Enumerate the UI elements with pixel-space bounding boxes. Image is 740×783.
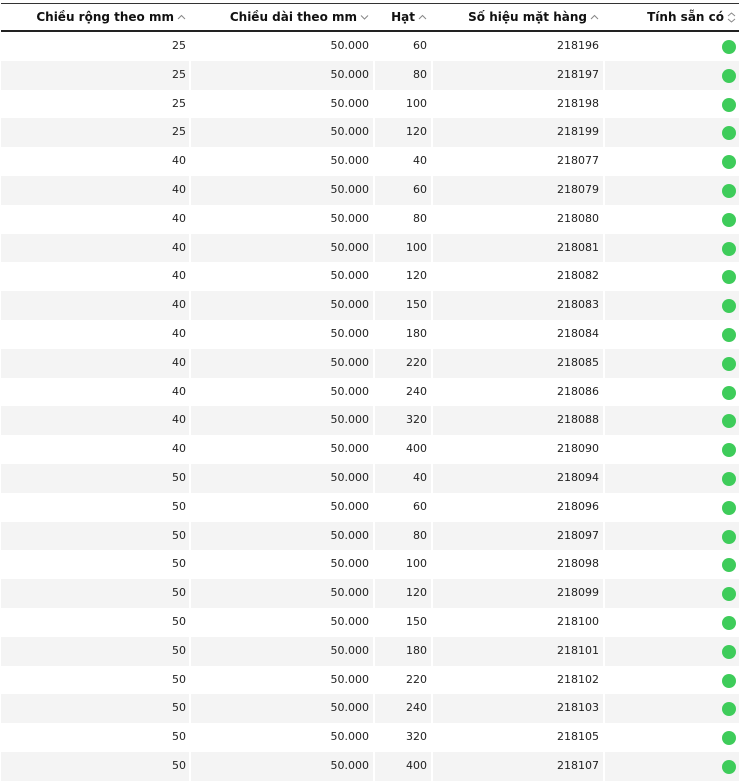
item-number-cell: 218103 <box>433 694 605 723</box>
item-number-cell: 218199 <box>433 118 605 147</box>
table-row[interactable] <box>1 406 739 435</box>
item-number-cell: 218198 <box>433 90 605 119</box>
table-row[interactable] <box>1 723 739 752</box>
availability-cell <box>605 320 739 349</box>
availability-status-icon <box>722 184 736 198</box>
sort-both-icon[interactable] <box>727 12 736 23</box>
availability-cell <box>605 118 739 147</box>
width-cell: 40 <box>1 435 191 464</box>
sort-asc-icon[interactable] <box>418 14 427 20</box>
table-row[interactable] <box>1 349 739 378</box>
width-cell: 50 <box>1 464 191 493</box>
availability-cell <box>605 90 739 119</box>
length-cell: 50.000 <box>191 493 375 522</box>
availability-status-icon <box>722 760 736 774</box>
table-row[interactable] <box>1 32 739 61</box>
width-cell: 50 <box>1 637 191 666</box>
length-cell: 50.000 <box>191 118 375 147</box>
width-cell: 40 <box>1 262 191 291</box>
grit-cell: 40 <box>375 464 433 493</box>
column-header-label: Số hiệu mặt hàng <box>468 10 587 24</box>
availability-cell <box>605 147 739 176</box>
availability-status-icon <box>722 472 736 486</box>
table-row[interactable] <box>1 752 739 781</box>
availability-status-icon <box>722 702 736 716</box>
grit-cell: 40 <box>375 147 433 176</box>
item-number-cell: 218102 <box>433 666 605 695</box>
grit-cell: 320 <box>375 723 433 752</box>
length-cell: 50.000 <box>191 694 375 723</box>
grit-cell: 100 <box>375 234 433 263</box>
availability-cell <box>605 291 739 320</box>
width-cell: 50 <box>1 723 191 752</box>
item-number-cell: 218080 <box>433 205 605 234</box>
item-number-cell: 218077 <box>433 147 605 176</box>
table-row[interactable] <box>1 550 739 579</box>
availability-cell <box>605 666 739 695</box>
table-row[interactable] <box>1 90 739 119</box>
width-cell: 40 <box>1 234 191 263</box>
grit-cell: 100 <box>375 90 433 119</box>
sort-asc-icon[interactable] <box>177 14 186 20</box>
availability-status-icon <box>722 731 736 745</box>
grit-cell: 240 <box>375 694 433 723</box>
item-number-cell: 218085 <box>433 349 605 378</box>
width-cell: 40 <box>1 378 191 407</box>
length-cell: 50.000 <box>191 522 375 551</box>
grit-cell: 150 <box>375 291 433 320</box>
availability-cell <box>605 579 739 608</box>
grit-cell: 220 <box>375 666 433 695</box>
availability-cell <box>605 493 739 522</box>
width-cell: 50 <box>1 752 191 781</box>
column-header-width[interactable] <box>1 4 191 30</box>
table-row[interactable] <box>1 147 739 176</box>
length-cell: 50.000 <box>191 666 375 695</box>
item-number-cell: 218082 <box>433 262 605 291</box>
availability-cell <box>605 723 739 752</box>
availability-cell <box>605 637 739 666</box>
width-cell: 50 <box>1 522 191 551</box>
length-cell: 50.000 <box>191 723 375 752</box>
availability-status-icon <box>722 587 736 601</box>
table-row[interactable] <box>1 608 739 637</box>
table-header <box>1 3 739 32</box>
table-row[interactable] <box>1 61 739 90</box>
sort-asc-icon[interactable] <box>590 14 599 20</box>
item-number-cell: 218094 <box>433 464 605 493</box>
availability-status-icon <box>722 98 736 112</box>
grit-cell: 120 <box>375 262 433 291</box>
grit-cell: 60 <box>375 493 433 522</box>
width-cell: 50 <box>1 579 191 608</box>
availability-status-icon <box>722 126 736 140</box>
table-row[interactable] <box>1 522 739 551</box>
column-header-availability[interactable] <box>605 4 739 30</box>
grit-cell: 220 <box>375 349 433 378</box>
grit-cell: 180 <box>375 637 433 666</box>
availability-status-icon <box>722 386 736 400</box>
length-cell: 50.000 <box>191 176 375 205</box>
availability-cell <box>605 435 739 464</box>
length-cell: 50.000 <box>191 262 375 291</box>
sort-desc-icon[interactable] <box>360 14 369 20</box>
item-number-cell: 218079 <box>433 176 605 205</box>
grit-cell: 60 <box>375 176 433 205</box>
length-cell: 50.000 <box>191 234 375 263</box>
item-number-cell: 218088 <box>433 406 605 435</box>
availability-cell <box>605 694 739 723</box>
table-row[interactable] <box>1 262 739 291</box>
availability-cell <box>605 550 739 579</box>
width-cell: 50 <box>1 694 191 723</box>
item-number-cell: 218196 <box>433 32 605 61</box>
item-number-cell: 218105 <box>433 723 605 752</box>
grit-cell: 80 <box>375 205 433 234</box>
length-cell: 50.000 <box>191 406 375 435</box>
length-cell: 50.000 <box>191 637 375 666</box>
column-header-label: Tính sẵn có <box>647 10 724 24</box>
length-cell: 50.000 <box>191 205 375 234</box>
length-cell: 50.000 <box>191 378 375 407</box>
width-cell: 50 <box>1 608 191 637</box>
table-body <box>1 32 739 781</box>
table-row[interactable] <box>1 118 739 147</box>
width-cell: 25 <box>1 61 191 90</box>
grit-cell: 400 <box>375 435 433 464</box>
availability-status-icon <box>722 530 736 544</box>
table-row[interactable] <box>1 320 739 349</box>
table-row[interactable] <box>1 666 739 695</box>
length-cell: 50.000 <box>191 349 375 378</box>
availability-cell <box>605 464 739 493</box>
grit-cell: 80 <box>375 61 433 90</box>
width-cell: 40 <box>1 349 191 378</box>
availability-status-icon <box>722 40 736 54</box>
availability-status-icon <box>722 501 736 515</box>
availability-cell <box>605 205 739 234</box>
length-cell: 50.000 <box>191 147 375 176</box>
item-number-cell: 218096 <box>433 493 605 522</box>
availability-status-icon <box>722 69 736 83</box>
column-header-label: Chiều rộng theo mm <box>36 10 174 24</box>
length-cell: 50.000 <box>191 435 375 464</box>
length-cell: 50.000 <box>191 579 375 608</box>
item-number-cell: 218081 <box>433 234 605 263</box>
length-cell: 50.000 <box>191 608 375 637</box>
column-header-label: Hạt <box>391 10 415 24</box>
availability-status-icon <box>722 299 736 313</box>
availability-cell <box>605 608 739 637</box>
length-cell: 50.000 <box>191 464 375 493</box>
length-cell: 50.000 <box>191 320 375 349</box>
width-cell: 40 <box>1 291 191 320</box>
item-number-cell: 218099 <box>433 579 605 608</box>
availability-cell <box>605 349 739 378</box>
availability-cell <box>605 176 739 205</box>
column-header-label: Chiều dài theo mm <box>229 10 357 24</box>
table-row[interactable] <box>1 694 739 723</box>
item-number-cell: 218083 <box>433 291 605 320</box>
item-number-cell: 218107 <box>433 752 605 781</box>
grit-cell: 150 <box>375 608 433 637</box>
table-row[interactable] <box>1 234 739 263</box>
grit-cell: 80 <box>375 522 433 551</box>
grit-cell: 60 <box>375 32 433 61</box>
availability-status-icon <box>722 155 736 169</box>
item-number-cell: 218098 <box>433 550 605 579</box>
item-number-cell: 218101 <box>433 637 605 666</box>
width-cell: 40 <box>1 406 191 435</box>
table-row[interactable] <box>1 291 739 320</box>
width-cell: 25 <box>1 118 191 147</box>
width-cell: 50 <box>1 550 191 579</box>
availability-status-icon <box>722 270 736 284</box>
length-cell: 50.000 <box>191 291 375 320</box>
grit-cell: 120 <box>375 579 433 608</box>
grit-cell: 120 <box>375 118 433 147</box>
availability-cell <box>605 378 739 407</box>
width-cell: 40 <box>1 176 191 205</box>
table-row[interactable] <box>1 176 739 205</box>
availability-status-icon <box>722 645 736 659</box>
length-cell: 50.000 <box>191 32 375 61</box>
availability-cell <box>605 406 739 435</box>
length-cell: 50.000 <box>191 61 375 90</box>
availability-status-icon <box>722 414 736 428</box>
availability-cell <box>605 32 739 61</box>
grit-cell: 320 <box>375 406 433 435</box>
table-row[interactable] <box>1 493 739 522</box>
grit-cell: 100 <box>375 550 433 579</box>
product-variants-table <box>1 3 739 781</box>
width-cell: 40 <box>1 320 191 349</box>
width-cell: 40 <box>1 147 191 176</box>
availability-status-icon <box>722 328 736 342</box>
column-header-grit[interactable] <box>375 4 433 30</box>
table-row[interactable] <box>1 378 739 407</box>
width-cell: 50 <box>1 493 191 522</box>
availability-cell <box>605 522 739 551</box>
grit-cell: 180 <box>375 320 433 349</box>
availability-cell <box>605 61 739 90</box>
availability-status-icon <box>722 357 736 371</box>
length-cell: 50.000 <box>191 752 375 781</box>
table-row[interactable] <box>1 435 739 464</box>
availability-cell <box>605 234 739 263</box>
availability-status-icon <box>722 558 736 572</box>
availability-cell <box>605 262 739 291</box>
width-cell: 25 <box>1 90 191 119</box>
column-header-length[interactable] <box>191 4 375 30</box>
availability-cell <box>605 752 739 781</box>
item-number-cell: 218090 <box>433 435 605 464</box>
width-cell: 25 <box>1 32 191 61</box>
table-row[interactable] <box>1 637 739 666</box>
item-number-cell: 218100 <box>433 608 605 637</box>
item-number-cell: 218084 <box>433 320 605 349</box>
column-header-item-number[interactable] <box>433 4 605 30</box>
length-cell: 50.000 <box>191 90 375 119</box>
table-row[interactable] <box>1 205 739 234</box>
table-row[interactable] <box>1 579 739 608</box>
grit-cell: 400 <box>375 752 433 781</box>
table-row[interactable] <box>1 464 739 493</box>
item-number-cell: 218086 <box>433 378 605 407</box>
grit-cell: 240 <box>375 378 433 407</box>
width-cell: 50 <box>1 666 191 695</box>
length-cell: 50.000 <box>191 550 375 579</box>
availability-status-icon <box>722 443 736 457</box>
availability-status-icon <box>722 242 736 256</box>
item-number-cell: 218097 <box>433 522 605 551</box>
availability-status-icon <box>722 213 736 227</box>
availability-status-icon <box>722 616 736 630</box>
width-cell: 40 <box>1 205 191 234</box>
availability-status-icon <box>722 674 736 688</box>
item-number-cell: 218197 <box>433 61 605 90</box>
